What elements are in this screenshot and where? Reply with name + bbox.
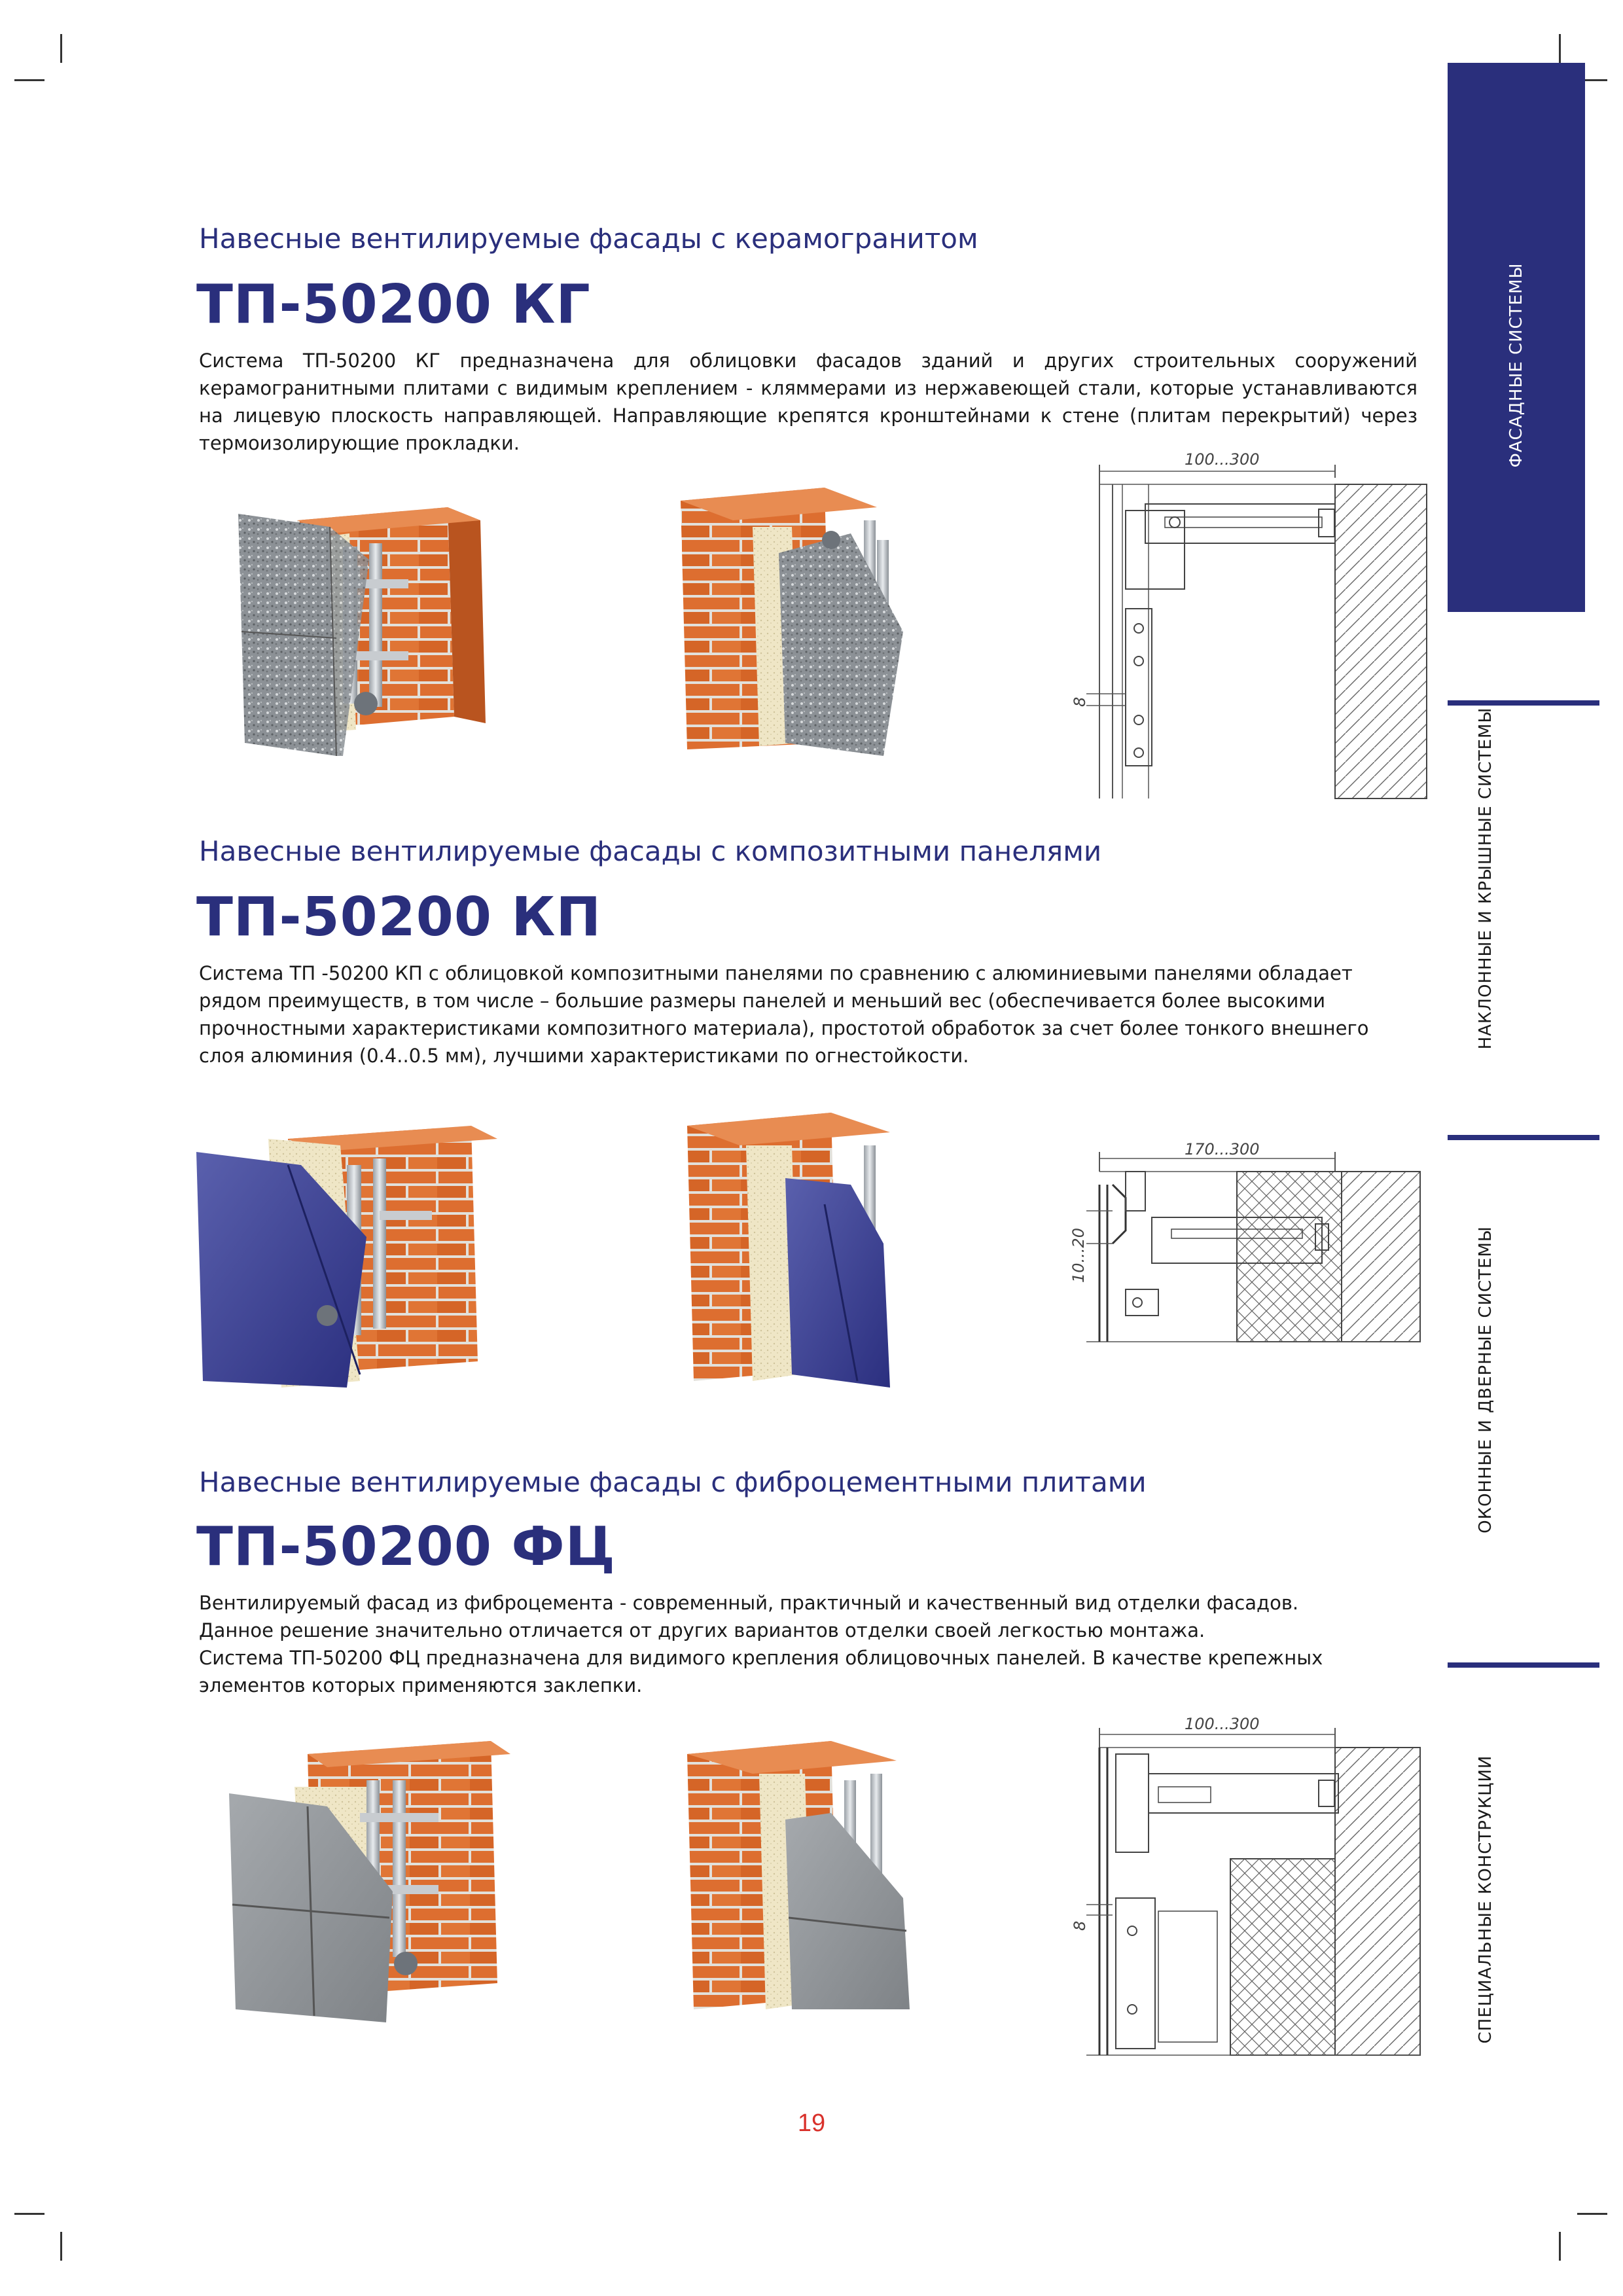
section-description — [199, 347, 1418, 457]
sidebar-tab-facade-systems[interactable]: ФАСАДНЫЕ СИСТЕМЫ — [1507, 262, 1526, 468]
crop-mark — [60, 34, 62, 63]
dimension-label: 100...300 — [1185, 450, 1260, 469]
facade-illustration-left — [229, 1734, 517, 2022]
description-paragraph: Система ТП-50200 КГ предназначена для облицовки фасадов зданий и других строительных сооружений керамогранитными плитами с видимым креплением - кляммерами из нержавеющей стали, которые устанавливаются на лицевую плоскость направляющей. Направляющие крепятся кронштейнами к стене (плитам перекрытий) через термоизолирующие прокладки. — [199, 350, 1418, 454]
technical-drawing — [1071, 1715, 1427, 2068]
crop-mark — [14, 2213, 45, 2215]
section-title: ТП-50200 КП — [196, 886, 602, 948]
dimension-label: 8 — [1071, 1920, 1089, 1931]
description-paragraph: Система ТП -50200 КП с облицовкой композитными панелями по сравнению с алюминиевыми панелями обладает рядом преимуществ, в том числе – большие размеры панелей и меньший вес (обеспечивается более высокими прочностными характеристиками композитного материала), простотой обработок за счет более тонкого внешнего слоя алюминия (0.4..0.5 мм), лучшими характеристиками по огнестойкости. — [199, 962, 1369, 1067]
facade-illustration-left — [196, 1113, 504, 1388]
dimension-label: 170...300 — [1185, 1140, 1260, 1158]
page-number: 19 — [797, 2109, 826, 2137]
sidebar-tab-divider — [1448, 1135, 1599, 1140]
description-paragraph: Вентилируемый фасад из фиброцемента - современный, практичный и качественный вид отделки фасадов. Данное решение значительно отличается от других вариантов отделки своей легкостью монтажа. — [199, 1592, 1299, 1641]
sidebar-tab-divider — [1448, 1662, 1599, 1668]
section-title: ТП-50200 КГ — [196, 274, 591, 336]
dimension-label: 8 — [1071, 696, 1089, 707]
section-description — [199, 960, 1403, 1069]
facade-illustration-right — [681, 1106, 942, 1394]
facade-illustration-right — [681, 481, 942, 756]
section-subtitle: Навесные вентилируемые фасады с керамогранитом — [199, 223, 978, 255]
crop-mark — [14, 79, 45, 81]
sidebar-tab-window-systems[interactable]: ОКОННЫЕ И ДВЕРНЫЕ СИСТЕМЫ — [1476, 1226, 1495, 1534]
description-paragraph: Система ТП-50200 ФЦ предназначена для видимого крепления облицовочных панелей. В качестве крепежных элементов которых применяются заклепки. — [199, 1647, 1323, 1696]
section-subtitle: Навесные вентилируемые фасады с композитными панелями — [199, 835, 1102, 867]
section-subtitle: Навесные вентилируемые фасады с фиброцементными плитами — [199, 1466, 1147, 1498]
section-description — [199, 1589, 1377, 1699]
dimension-label: 100...300 — [1185, 1715, 1260, 1733]
sidebar-tab-special-structures[interactable]: СПЕЦИАЛЬНЫЕ КОНСТРУКЦИИ — [1476, 1755, 1495, 2044]
facade-illustration-right — [681, 1734, 942, 2022]
section-title: ТП-50200 ФЦ — [196, 1516, 616, 1578]
facade-illustration-left — [238, 481, 513, 756]
crop-mark — [1559, 34, 1561, 63]
crop-mark — [1577, 2213, 1607, 2215]
technical-drawing — [1069, 1140, 1427, 1361]
crop-mark — [1559, 2232, 1561, 2261]
technical-drawing — [1071, 445, 1427, 812]
crop-mark — [60, 2232, 62, 2261]
sidebar-tab-divider — [1448, 700, 1599, 706]
sidebar-tab-roof-systems[interactable]: НАКЛОННЫЕ И КРЫШНЫЕ СИСТЕМЫ — [1476, 707, 1495, 1050]
dimension-label: 10...20 — [1069, 1228, 1088, 1283]
